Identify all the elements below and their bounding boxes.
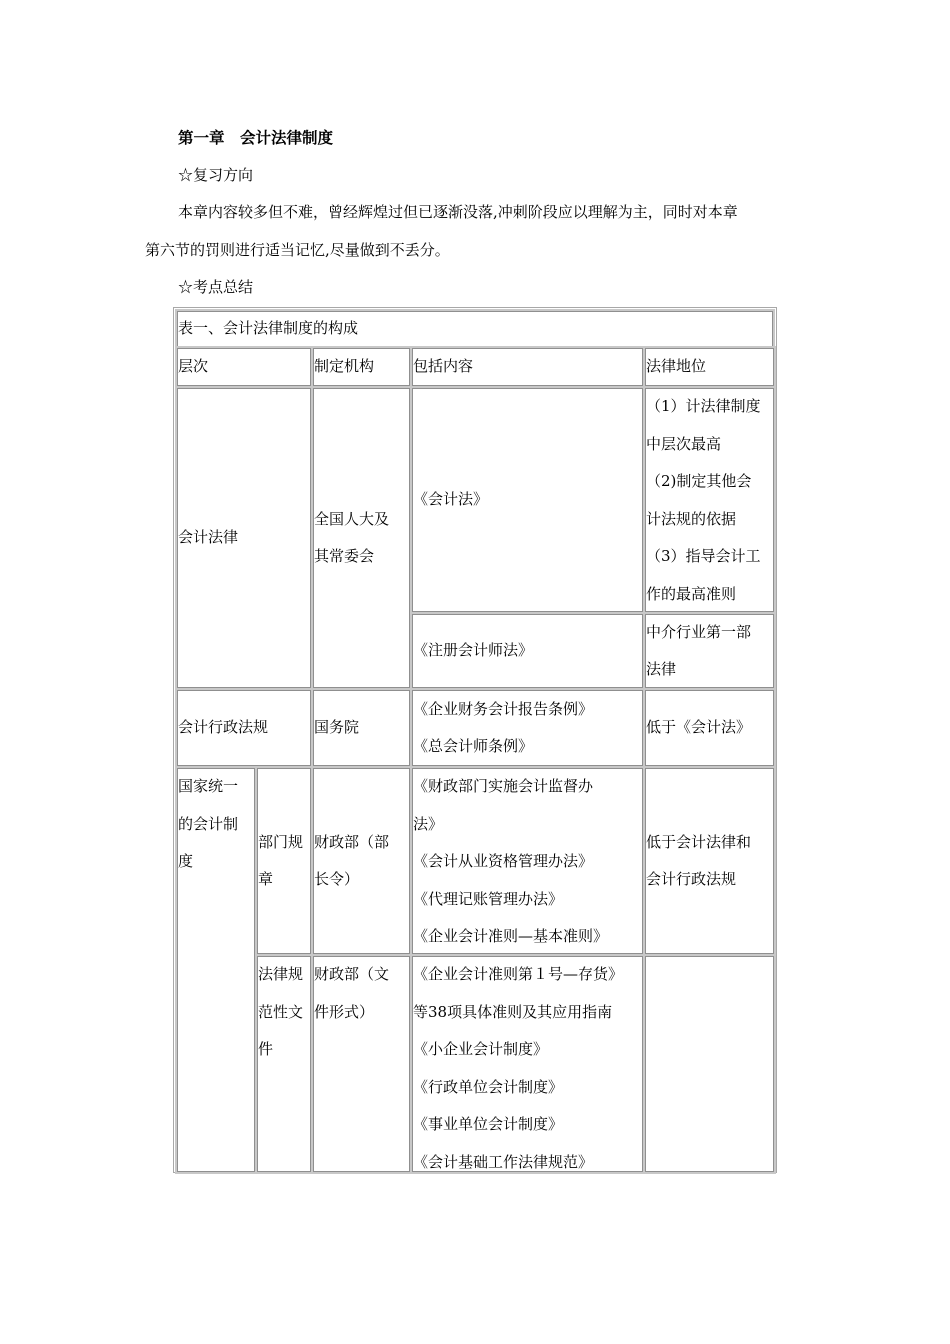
header-status-text: 法律地位 xyxy=(646,357,707,376)
law-status-line: 法律 xyxy=(646,660,677,678)
law-org-line: 全国人大及 xyxy=(314,509,390,528)
norm-org-line: 财政部（文 xyxy=(314,965,390,983)
dept-content-cell xyxy=(410,766,645,956)
norm-subtype-line: 范性文 xyxy=(258,1002,304,1021)
norm-content-line: 《事业单位会计制度》 xyxy=(413,1115,564,1133)
law-status-line: 中层次最高 xyxy=(646,434,722,453)
header-level-text: 层次 xyxy=(178,357,209,376)
law-org-cell xyxy=(311,386,412,690)
review-direction-label: ☆复习方向 xyxy=(178,166,254,184)
dept-subtype-line: 章 xyxy=(258,870,274,888)
header-content-text: 包括内容 xyxy=(413,357,474,376)
exam-points-label: ☆考点总结 xyxy=(178,278,254,296)
norm-org-cell xyxy=(311,954,412,1174)
dept-org-line: 长令） xyxy=(314,870,360,888)
table-caption-text: 表一、会计法律制度的构成 xyxy=(178,319,359,338)
law-status-line: 作的最高准则 xyxy=(646,584,737,603)
dept-status-line: 低于会计法律和 xyxy=(646,832,752,851)
unified-level-cell xyxy=(175,766,257,1174)
table-caption xyxy=(175,309,775,349)
law-status-line: （3）指导会计工 xyxy=(646,547,761,565)
norm-status-cell xyxy=(643,954,776,1174)
law-content-cell-1 xyxy=(410,386,645,614)
norm-content-line: 《小企业会计制度》 xyxy=(413,1040,549,1058)
law-status-cell-2 xyxy=(643,612,776,690)
dept-subtype-line: 部门规 xyxy=(258,832,304,851)
law-status-line: 计法规的依据 xyxy=(646,509,737,528)
dept-org-line: 财政部（部 xyxy=(314,832,390,851)
law-status-line: （1）计法律制度 xyxy=(646,397,761,415)
law-level-cell xyxy=(175,386,313,690)
norm-content-cell xyxy=(410,954,645,1174)
dept-content-line: 《财政部门实施会计监督办 xyxy=(413,777,594,795)
unified-level-line: 度 xyxy=(178,852,194,870)
admin-level-cell xyxy=(175,688,313,768)
law-org-line: 其常委会 xyxy=(314,547,375,565)
law-status-line: 中介行业第一部 xyxy=(646,622,752,641)
admin-level-text: 会计行政法规 xyxy=(178,718,269,737)
norm-content-line: 《行政单位会计制度》 xyxy=(413,1077,564,1096)
norm-subtype-cell xyxy=(255,954,313,1174)
norm-subtype-line: 件 xyxy=(258,1040,274,1058)
header-content xyxy=(410,346,645,388)
admin-content-cell xyxy=(410,688,645,768)
dept-content-line: 法》 xyxy=(413,814,444,833)
admin-content-line: 《企业财务会计报告条例》 xyxy=(413,699,594,718)
norm-content-line: 等38项具体准则及其应用指南 xyxy=(413,1002,613,1021)
norm-content-line: 《企业会计准则第１号—存货》 xyxy=(413,965,624,983)
unified-level-line: 国家统一 xyxy=(178,777,239,795)
dept-status-line: 会计行政法规 xyxy=(646,870,737,888)
dept-content-line: 《企业会计准则—基本准则》 xyxy=(413,927,609,945)
intro-paragraph-line-2: 第六节的罚则进行适当记忆,尽量做到不丢分。 xyxy=(145,241,450,259)
dept-content-line: 《代理记账管理办法》 xyxy=(413,889,564,908)
dept-subtype-cell xyxy=(255,766,313,956)
header-org xyxy=(311,346,412,388)
admin-status-text: 低于《会计法》 xyxy=(646,718,752,737)
admin-org-cell xyxy=(311,688,412,768)
legal-system-table xyxy=(173,307,777,1173)
dept-content-line: 《会计从业资格管理办法》 xyxy=(413,852,594,870)
norm-org-line: 件形式） xyxy=(314,1002,375,1021)
intro-paragraph-line-1: 本章内容较多但不难，曾经辉煌过但已逐渐没落,冲刺阶段应以理解为主，同时对本章 xyxy=(178,203,738,221)
chapter-heading: 第一章 会计法律制度 xyxy=(178,128,334,147)
header-level xyxy=(175,346,313,388)
unified-level-line: 的会计制 xyxy=(178,814,239,833)
law-status-line: （2)制定其他会 xyxy=(646,472,752,490)
law-content-cell-2 xyxy=(410,612,645,690)
norm-content-line: 《会计基础工作法律规范》 xyxy=(413,1152,594,1171)
admin-org-text: 国务院 xyxy=(314,718,360,737)
dept-org-cell xyxy=(311,766,412,956)
admin-content-line: 《总会计师条例》 xyxy=(413,737,534,755)
law-content-text: 《会计法》 xyxy=(413,490,489,509)
header-status xyxy=(643,346,776,388)
dept-status-cell xyxy=(643,766,776,956)
norm-subtype-line: 法律规 xyxy=(258,965,304,983)
admin-status-cell xyxy=(643,688,776,768)
law-status-cell-1 xyxy=(643,386,776,614)
law-level-text: 会计法律 xyxy=(178,528,239,547)
header-org-text: 制定机构 xyxy=(314,357,375,376)
law-content-text: 《注册会计师法》 xyxy=(413,641,534,660)
